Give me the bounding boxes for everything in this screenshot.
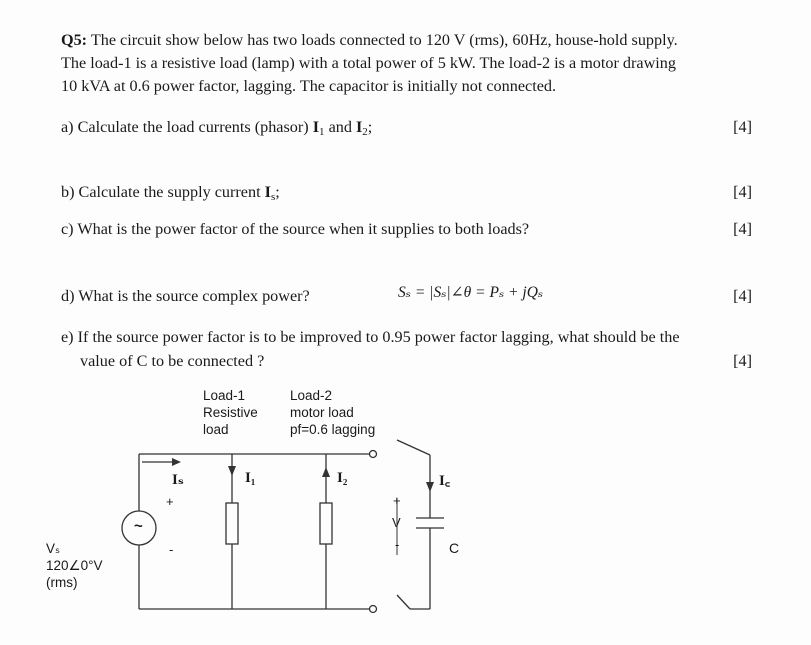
load1-kind: load [203,422,229,437]
part-b-sub: s [270,191,276,203]
vs-note: (rms) [46,575,78,590]
intro-line-2: The load-1 is a resistive load (lamp) with a total power of 5 kW. The load-2 is a motor drawing [61,54,676,72]
part-d: d) What is the source complex power? [61,287,310,305]
part-a-marks: [4] [733,118,752,136]
i2-arrow-head [322,467,330,477]
cap-voltage-label: V [392,515,401,530]
capacitor-label: C [449,540,460,556]
switch-bottom-icon [397,595,410,609]
vs-value: 120∠0°V [46,558,103,573]
question-number: Q5: [61,31,88,49]
load2-label [290,387,375,438]
part-a-sym1: I [312,118,320,136]
load1-label [203,387,258,438]
source-plus: + [166,494,174,509]
part-e-line-2: value of C to be connected ? [80,352,265,370]
part-b-sym: I [264,183,271,201]
part-a-text: a) Calculate the load currents (phasor) [61,118,313,136]
vs-label: Vₛ [46,541,61,556]
ic-arrow-head [426,482,434,492]
i1-arrow-head [228,466,236,476]
intro-line-3: 10 kVA at 0.6 power factor, lagging. The capacitor is initially not connected. [61,77,557,95]
ic-label: I꜀ [439,473,451,489]
part-a-mid: and [324,118,356,136]
load2-pf: pf=0.6 lagging [290,422,376,437]
part-a-sub2: 2 [362,126,368,138]
cap-minus: - [395,537,400,552]
ac-symbol: ~ [134,518,143,535]
part-a-sym2: I [355,118,363,136]
switch-top-icon [397,440,430,455]
complex-power-equation: Sₛ = |Sₛ|∠θ = Pₛ + jQₛ [398,284,544,301]
source-labels [46,540,103,591]
part-c-marks: [4] [733,220,752,238]
part-b-end: ; [275,183,280,201]
terminal-bottom-icon [370,606,377,613]
cap-plus: + [393,493,401,508]
part-c: c) What is the power factor of the source when it supplies to both loads? [61,220,530,238]
load2-type: motor load [290,405,354,420]
part-d-marks: [4] [733,287,752,305]
load2-resistor-icon [320,503,332,544]
i2-label: I₂ [337,470,348,486]
load1-title: Load-1 [203,388,246,403]
load2-title: Load-2 [290,388,333,403]
terminal-top-icon [370,451,377,458]
part-b-text: b) Calculate the supply current [61,183,265,201]
load1-type: Resistive [203,405,258,420]
is-arrow-head [172,458,181,466]
part-a-end: ; [367,118,373,136]
intro-line-1: The circuit show below has two loads connected to 120 V (rms), 60Hz, house-hold supply. [90,31,678,49]
source-minus: - [169,542,174,557]
load1-resistor-icon [226,503,238,544]
part-b-marks: [4] [733,183,752,201]
part-e-marks: [4] [733,352,752,370]
part-e-line-1: e) If the source power factor is to be improved to 0.95 power factor lagging, what should be the [61,328,680,346]
is-label: Iₛ [172,472,184,488]
i1-label: I₁ [245,470,256,486]
part-a-sub1: 1 [319,126,325,138]
